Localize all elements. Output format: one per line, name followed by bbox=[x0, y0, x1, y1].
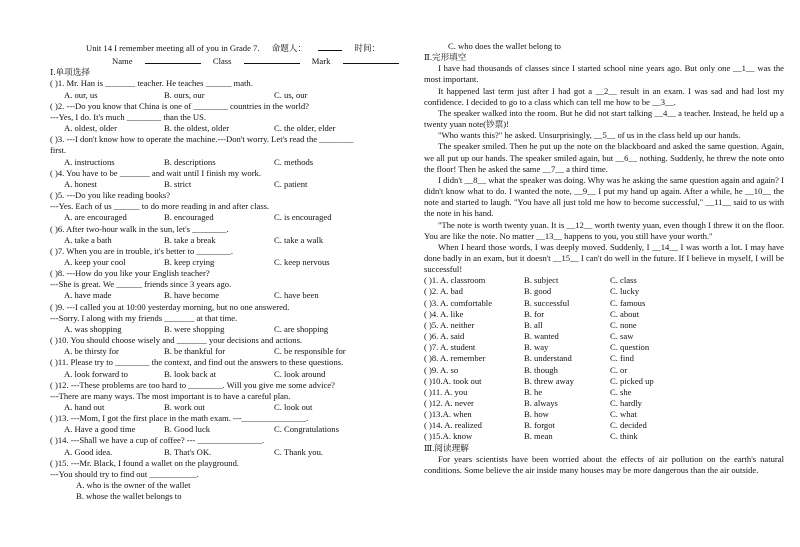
question-13-line: ( )13. ---Mom, I got the first place in the math exam. ---_______________. bbox=[50, 413, 309, 424]
question-10-line: ( )10. You should choose wisely and _______ your decisions and actions. bbox=[50, 335, 303, 346]
cloze-choice-row bbox=[424, 420, 784, 431]
option-a: A. our, us bbox=[64, 89, 98, 100]
header-title-line bbox=[50, 41, 418, 54]
option-b: B. have become bbox=[164, 290, 220, 301]
option-c: C. look around bbox=[274, 368, 326, 379]
choice-a: ( )14. A. realized bbox=[424, 420, 482, 431]
option-c: C. Congratulations bbox=[274, 424, 339, 435]
option-a: A. honest bbox=[64, 178, 97, 189]
cloze-paragraph: I have had thousands of classes since I started school nine years ago. But only one __1__ was the most important. bbox=[424, 63, 784, 85]
choice-c: C. hardly bbox=[610, 398, 642, 408]
section3-title: Ⅲ.阅读理解 bbox=[424, 442, 469, 453]
name-blank bbox=[145, 54, 201, 64]
choice-b: B. successful bbox=[524, 297, 570, 308]
option-c: C. look out bbox=[274, 402, 313, 412]
option-c: C. the older, elder bbox=[274, 123, 336, 134]
option-a: A. keep your cool bbox=[64, 256, 126, 267]
question-8-line: ( )8. ---How do you like your English teacher? bbox=[50, 268, 210, 279]
header-fields-line bbox=[50, 54, 418, 67]
choice-c: C. or bbox=[610, 364, 628, 375]
cloze-choice-row bbox=[424, 353, 784, 364]
option-a: A. was shopping bbox=[64, 323, 122, 334]
option-b: B. strict bbox=[164, 178, 192, 189]
cloze-choice-row bbox=[424, 331, 784, 342]
choice-a: ( )12. A. never bbox=[424, 398, 474, 408]
cloze-choice-row bbox=[424, 431, 784, 442]
question-3-options bbox=[50, 157, 418, 168]
option-b: B. look back at bbox=[164, 368, 217, 379]
option-a: A. hand out bbox=[64, 402, 105, 412]
choice-a: ( )7. A. student bbox=[424, 342, 476, 353]
choice-b: B. though bbox=[524, 364, 558, 375]
mark-blank bbox=[343, 54, 399, 64]
choice-a: ( )8. A. remember bbox=[424, 353, 486, 364]
cloze-paragraph: It happened last term just after I had got a __2__ result in an exam. I was sad and had lost my confidence. I decided to go to a class which can tell me how to be __3__. bbox=[424, 85, 784, 107]
choice-a: ( )4. A. like bbox=[424, 308, 464, 319]
choice-b: B. for bbox=[524, 308, 545, 319]
right-column bbox=[424, 41, 784, 476]
choice-b: B. good bbox=[524, 286, 552, 297]
question-2-line: ( )2. ---Do you know that China is one of ________ countries in the world? bbox=[50, 100, 309, 111]
cloze-paragraph: "The note is worth twenty yuan. It is __12__ worth twenty yuan, even though I threw it on the floor. You are like the note. No matter __13__ happens to you, you still have your worth." bbox=[424, 219, 784, 241]
option-c: C. patient bbox=[274, 178, 308, 189]
cloze-paragraph: The speaker smiled. Then he put up the note on the blackboard and asked the same question. Again, we all put up our hands. The speaker smiled again, but __6__ nothing. Suddenly, he threw the note onto the floor! Then he asked the same __7__ a third time. bbox=[424, 141, 784, 174]
option-a: A. take a bath bbox=[64, 234, 112, 245]
choice-a: ( )10.A. took out bbox=[424, 375, 482, 386]
question-11-line: ( )11. Please try to ________ the context, and find out the answers to these questions. bbox=[50, 357, 344, 368]
choice-a: ( )5. A. neither bbox=[424, 319, 475, 330]
choice-a: ( )15.A. know bbox=[424, 431, 473, 442]
unit-title: Unit 14 I remember meeting all of you in Grade 7. bbox=[86, 43, 260, 53]
question-4-line: ( )4. You have to be _______ and wait until I finish my work. bbox=[50, 167, 262, 178]
section1-questions bbox=[50, 78, 418, 502]
cloze-choice-row bbox=[424, 286, 784, 297]
option-c: C. methods bbox=[274, 156, 314, 167]
question-10-options bbox=[50, 346, 418, 357]
option-c: C. have been bbox=[274, 290, 319, 301]
cloze-choice-row bbox=[424, 409, 784, 420]
question-5-line: ( )5. ---Do you like reading books? bbox=[50, 190, 171, 201]
option-a: A. are encouraged bbox=[64, 212, 127, 223]
question-2-line: ---Yes, I do. It's much ________ than the US. bbox=[50, 111, 207, 122]
choice-c: C. about bbox=[610, 308, 640, 319]
option-c: C. us, our bbox=[274, 89, 308, 100]
mark-label: Mark bbox=[311, 56, 331, 67]
choice-c: C. picked up bbox=[610, 375, 654, 386]
question-5-line: ---Yes. Each of us ______ to do more reading in and after class. bbox=[50, 201, 270, 212]
class-label: Class bbox=[212, 56, 232, 67]
cloze-choice-row bbox=[424, 342, 784, 353]
option-c: C. Thank you. bbox=[274, 446, 324, 457]
cloze-paragraph: "Who wants this?" he asked. Unsurprisingly, __5__ of us in the class held up our hands. bbox=[438, 130, 741, 141]
option-c: C. be responsible for bbox=[274, 346, 346, 357]
left-column bbox=[50, 41, 418, 502]
choice-a: ( )6. A. said bbox=[424, 331, 465, 342]
class-blank bbox=[244, 54, 300, 64]
option-b: B. were shopping bbox=[164, 323, 225, 334]
question-4-options bbox=[50, 179, 418, 190]
question-9-options bbox=[50, 324, 418, 335]
option-c: C. are shopping bbox=[274, 323, 329, 334]
author-label: 命题人： bbox=[271, 43, 307, 53]
question-9-line: ( )9. ---I called you at 10:00 yesterday morning, but no one answered. bbox=[50, 301, 290, 312]
choice-c: C. famous bbox=[610, 297, 646, 308]
cloze-paragraph: The speaker walked into the room. But he did not start talking __4__ a teacher. Instead, he held up a twenty yuan note(钞票)! bbox=[424, 107, 784, 130]
option-b: B. the oldest, older bbox=[164, 123, 230, 134]
option-b: B. keep crying bbox=[164, 256, 215, 267]
question-14-options bbox=[50, 447, 418, 458]
question-3-line: first. bbox=[50, 145, 66, 156]
question-6-options bbox=[50, 235, 418, 246]
option-b: B. ours, our bbox=[164, 89, 205, 100]
q15-option-c: C. who does the wallet belong to bbox=[448, 41, 561, 51]
option-c: C. is encouraged bbox=[274, 212, 332, 223]
author-blank bbox=[318, 41, 342, 51]
choice-a: ( )2. A. bad bbox=[424, 286, 463, 297]
cloze-paragraph: I didn't __8__ what the speaker was doing. Why was he asking the same question again and again? I didn't know what to do. I wanted the note, __9__ I put my hand up again. After a while, he __10__ the note and started to laugh. "You have all just told me how to become successful," __11__ said to us with the note in his hand. bbox=[424, 174, 784, 219]
reading-paragraph: For years scientists have been worried about the effects of air pollution on the earth's natural conditions. Some believe the air inside many houses may be more dangerous than the air outside. bbox=[424, 453, 784, 475]
option-b: B. Good luck bbox=[164, 424, 211, 435]
option-a: A. oldest, older bbox=[64, 123, 117, 134]
option-b: B. descriptions bbox=[164, 156, 216, 167]
choice-a: ( )13.A. when bbox=[424, 409, 472, 420]
question-6-line: ( )6. After two-hour walk in the sun, let's ________. bbox=[50, 223, 229, 234]
question-15-line: ---You should try to find out ___________. bbox=[50, 468, 199, 479]
choice-b: B. mean bbox=[524, 431, 553, 442]
cloze-paragraph: When I heard those words, I was deeply moved. Suddenly, I __14__ I was worth a lot. I may have done badly in an exam, but it doesn't __15__ I can't do well in the future. If I believe in myself, I will be successful! bbox=[424, 241, 784, 275]
section2-title: Ⅱ.完形填空 bbox=[424, 52, 467, 63]
question-8-options bbox=[50, 290, 418, 301]
choice-c: C. think bbox=[610, 431, 638, 442]
option-a: A. instructions bbox=[64, 156, 115, 167]
cloze-choice-row bbox=[424, 365, 784, 376]
choice-c: C. saw bbox=[610, 331, 634, 342]
choice-b: B. threw away bbox=[524, 375, 574, 386]
choice-c: C. question bbox=[610, 342, 650, 353]
choice-a: ( )11. A. you bbox=[424, 386, 468, 397]
choice-a: ( )1. A. classroom bbox=[424, 275, 486, 286]
question-14-line: ( )14. ---Shall we have a cup of coffee? --- _______________. bbox=[50, 435, 265, 446]
choice-a: ( )9. A. so bbox=[424, 364, 459, 375]
option-b: B. whose the wallet belongs to bbox=[76, 491, 182, 502]
option-b: B. encouraged bbox=[164, 212, 214, 223]
choice-b: B. how bbox=[524, 409, 549, 420]
question-2-options bbox=[50, 123, 418, 134]
option-b: B. work out bbox=[164, 402, 205, 412]
option-b: B. take a break bbox=[164, 234, 216, 245]
question-11-options bbox=[50, 369, 418, 380]
cloze-choice-row bbox=[424, 320, 784, 331]
choice-b: B. all bbox=[524, 319, 543, 330]
question-8-line: ---She is great. We ______ friends since 3 years ago. bbox=[50, 279, 232, 290]
option-b: B. That's OK. bbox=[164, 446, 212, 457]
choice-b: B. always bbox=[524, 398, 558, 408]
cloze-choice-row bbox=[424, 376, 784, 387]
question-12-line: ( )12. ---These problems are too hard to ________. Will you give me some advice? bbox=[50, 379, 335, 390]
choice-b: B. understand bbox=[524, 353, 572, 364]
choice-c: C. what bbox=[610, 409, 637, 420]
cloze-choice-row bbox=[424, 309, 784, 320]
option-a: A. Have a good time bbox=[64, 424, 136, 435]
question-15-line: ( )15. ---Mr. Black, I found a wallet on the playground. bbox=[50, 457, 240, 468]
question-3-line: ( )3. ---I don't know how to operate the machine.---Don't worry. Let's read the ________ bbox=[50, 134, 354, 145]
option-a: A. have made bbox=[64, 290, 112, 301]
choice-c: C. she bbox=[610, 386, 632, 397]
cloze-choice-row bbox=[424, 398, 784, 409]
question-5-options bbox=[50, 212, 418, 223]
question-7-options bbox=[50, 257, 418, 268]
choice-c: C. none bbox=[610, 319, 637, 330]
choice-c: C. find bbox=[610, 353, 634, 364]
option-a: A. Good idea. bbox=[64, 446, 113, 457]
question-13-options bbox=[50, 424, 418, 435]
time-label: 时间： bbox=[354, 43, 381, 53]
cloze-choices bbox=[424, 275, 784, 442]
name-label: Name bbox=[112, 56, 133, 67]
choice-b: B. wanted bbox=[524, 331, 559, 342]
question-1-options bbox=[50, 90, 418, 101]
cloze-choice-row bbox=[424, 298, 784, 309]
question-1-line: ( )1. Mr. Han is _______ teacher. He teaches ______ math. bbox=[50, 78, 253, 89]
choice-b: B. he bbox=[524, 386, 543, 397]
choice-c: C. decided bbox=[610, 420, 647, 431]
question-9-line: ---Sorry. I along with my friends _______ at that time. bbox=[50, 312, 238, 323]
option-a: A. who is the owner of the wallet bbox=[76, 480, 191, 491]
cloze-passage bbox=[424, 63, 784, 275]
section1-title: Ⅰ.单项选择 bbox=[50, 67, 90, 78]
option-c: C. take a walk bbox=[274, 234, 324, 245]
choice-b: B. way bbox=[524, 342, 549, 353]
choice-a: ( )3. A. comfortable bbox=[424, 297, 493, 308]
option-b: B. be thankful for bbox=[164, 346, 226, 357]
question-12-options bbox=[50, 402, 418, 413]
question-12-line: ---There are many ways. The most important is to have a careful plan. bbox=[50, 390, 291, 401]
option-a: A. be thirsty for bbox=[64, 346, 119, 357]
choice-c: C. lucky bbox=[610, 286, 640, 297]
cloze-choice-row bbox=[424, 275, 784, 286]
option-c: C. keep nervous bbox=[274, 256, 330, 267]
choice-b: B. subject bbox=[524, 275, 559, 286]
question-7-line: ( )7. When you are in trouble, it's better to ________. bbox=[50, 245, 234, 256]
choice-c: C. class bbox=[610, 275, 637, 286]
option-a: A. look forward to bbox=[64, 368, 128, 379]
cloze-choice-row bbox=[424, 387, 784, 398]
choice-b: B. forgot bbox=[524, 420, 555, 431]
